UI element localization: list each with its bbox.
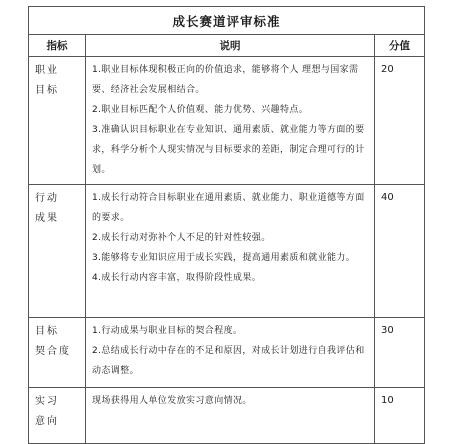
description-item: 1.成长行动符合目标职业在通用素质、就业能力、职业道德等方面的要求。 — [92, 193, 365, 223]
table-row — [29, 388, 425, 444]
criterion-label: 契合度 — [35, 346, 71, 357]
criterion-label: 实习 — [35, 396, 59, 407]
description-item: 3.能够将专业知识应用于成长实践，提高通用素质和就业能力。 — [92, 253, 356, 263]
criterion-label: 目标 — [35, 85, 59, 96]
description-item: 2.职业目标匹配个人价值观、能力优势、兴趣特点。 — [92, 105, 309, 115]
score-cell: 30 — [375, 318, 425, 388]
criterion-label: 意向 — [35, 416, 59, 427]
criterion-cell — [29, 318, 86, 388]
description-cell — [86, 57, 375, 185]
description-item: 4.成长行动内容丰富，取得阶段性成果。 — [92, 273, 262, 283]
table-row — [29, 318, 425, 388]
description-item: 1.行动成果与职业目标的契合程度。 — [92, 326, 243, 336]
table-row — [29, 185, 425, 318]
description-cell — [86, 388, 375, 444]
description-item: 2.总结成长行动中存在的不足和原因，对成长计划进行自我评估和动态调整。 — [92, 346, 365, 376]
criterion-cell — [29, 57, 86, 185]
score-cell: 40 — [375, 185, 425, 318]
criterion-label: 成果 — [35, 213, 59, 224]
criterion-cell — [29, 185, 86, 318]
table-row — [29, 57, 425, 185]
header-score: 分值 — [375, 35, 425, 57]
criterion-cell — [29, 388, 86, 444]
evaluation-criteria-table — [28, 6, 425, 444]
score-cell: 20 — [375, 57, 425, 185]
table-title: 成长赛道评审标准 — [29, 7, 425, 35]
header-description: 说明 — [86, 35, 375, 57]
description-item: 3.准确认识目标职业在专业知识、通用素质、就业能力等方面的要求，科学分析个人现实情况与目标要求的差距，制定合理可行的计划。 — [92, 125, 365, 175]
description-item: 现场获得用人单位发放实习意向情况。 — [92, 396, 252, 406]
criterion-label: 职业 — [35, 65, 59, 76]
criterion-label: 行动 — [35, 193, 59, 204]
description-cell — [86, 185, 375, 318]
description-item: 2.成长行动对弥补个人不足的针对性较强。 — [92, 233, 271, 243]
score-cell: 10 — [375, 388, 425, 444]
description-item: 1.职业目标体现积极正向的价值追求，能够将个人 理想与国家需要、经济社会发展相结合。 — [92, 65, 359, 95]
description-cell — [86, 318, 375, 388]
header-criterion: 指标 — [29, 35, 86, 57]
criterion-label: 目标 — [35, 326, 59, 337]
